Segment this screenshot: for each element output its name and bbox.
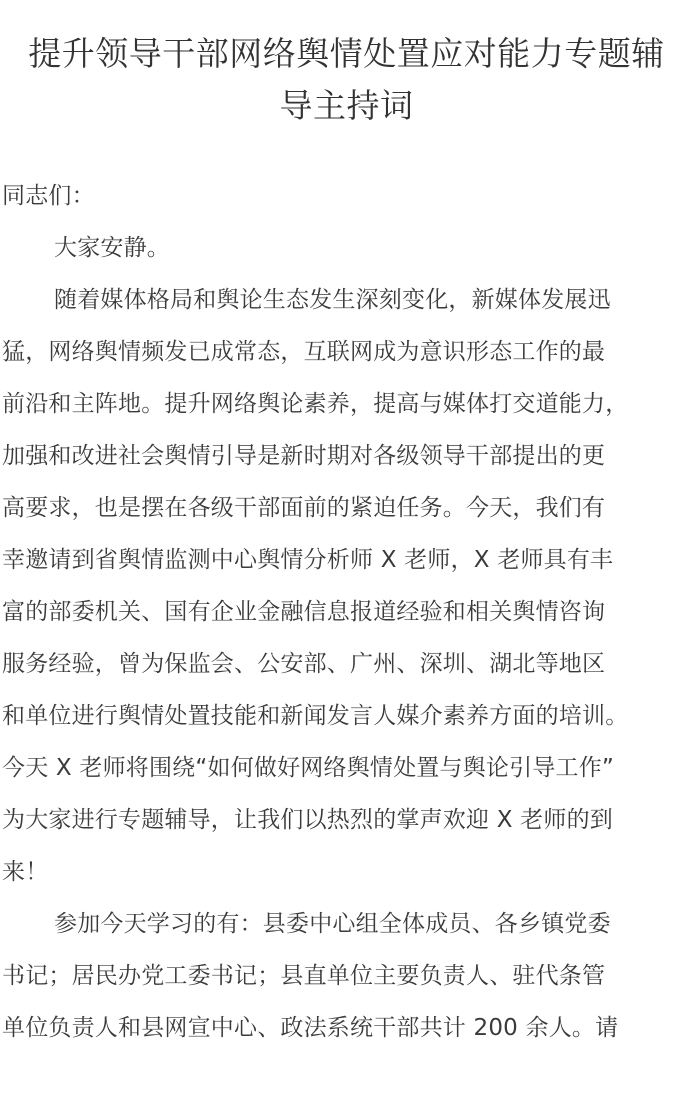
text-line: 大家安静。 xyxy=(54,235,170,261)
text-line: 富的部委机关、国有企业金融信息报道经验和相关舆情咨询 xyxy=(2,599,606,625)
text-line: 参加今天学习的有：县委中心组全体成员、各乡镇党委 xyxy=(54,911,611,937)
text-line: 为大家进行专题辅导，让我们以热烈的掌声欢迎 X 老师的到 xyxy=(2,807,613,833)
text-line: 前沿和主阵地。提升网络舆论素养，提高与媒体打交道能力， xyxy=(2,391,629,417)
text-line: 加强和改进社会舆情引导是新时期对各级领导干部提出的更 xyxy=(2,443,606,469)
text-line: 来！ xyxy=(2,859,49,885)
text-line: 今天 X 老师将围绕“如何做好网络舆情处置与舆论引导工作” xyxy=(2,755,615,781)
text-line: 随着媒体格局和舆论生态发生深刻变化，新媒体发展迅 xyxy=(54,287,611,313)
text-line: 书记；居民办党工委书记；县直单位主要负责人、驻代条管 xyxy=(2,963,606,989)
title-line-1: 提升领导干部网络舆情处置应对能力专题辅 xyxy=(28,34,665,73)
text-line: 幸邀请到省舆情监测中心舆情分析师 X 老师，X 老师具有丰 xyxy=(2,547,614,573)
paragraph-lines xyxy=(2,222,691,1054)
text-line: 单位负责人和县网宣中心、政法系统干部共计 200 余人。请 xyxy=(2,1015,619,1041)
text-line: 和单位进行舆情处置技能和新闻发言人媒介素养方面的培训。 xyxy=(2,703,629,729)
text-line: 高要求，也是摆在各级干部面前的紧迫任务。今天，我们有 xyxy=(2,495,606,521)
title-line-2: 导主持词 xyxy=(279,86,414,125)
text-line: 猛，网络舆情频发已成常态，互联网成为意识形态工作的最 xyxy=(2,339,606,365)
text-line: 服务经验，曾为保监会、公安部、广州、深圳、湖北等地区 xyxy=(2,651,606,677)
greeting: 同志们： xyxy=(2,183,95,209)
document-title xyxy=(0,0,693,132)
document-body xyxy=(0,170,693,1054)
